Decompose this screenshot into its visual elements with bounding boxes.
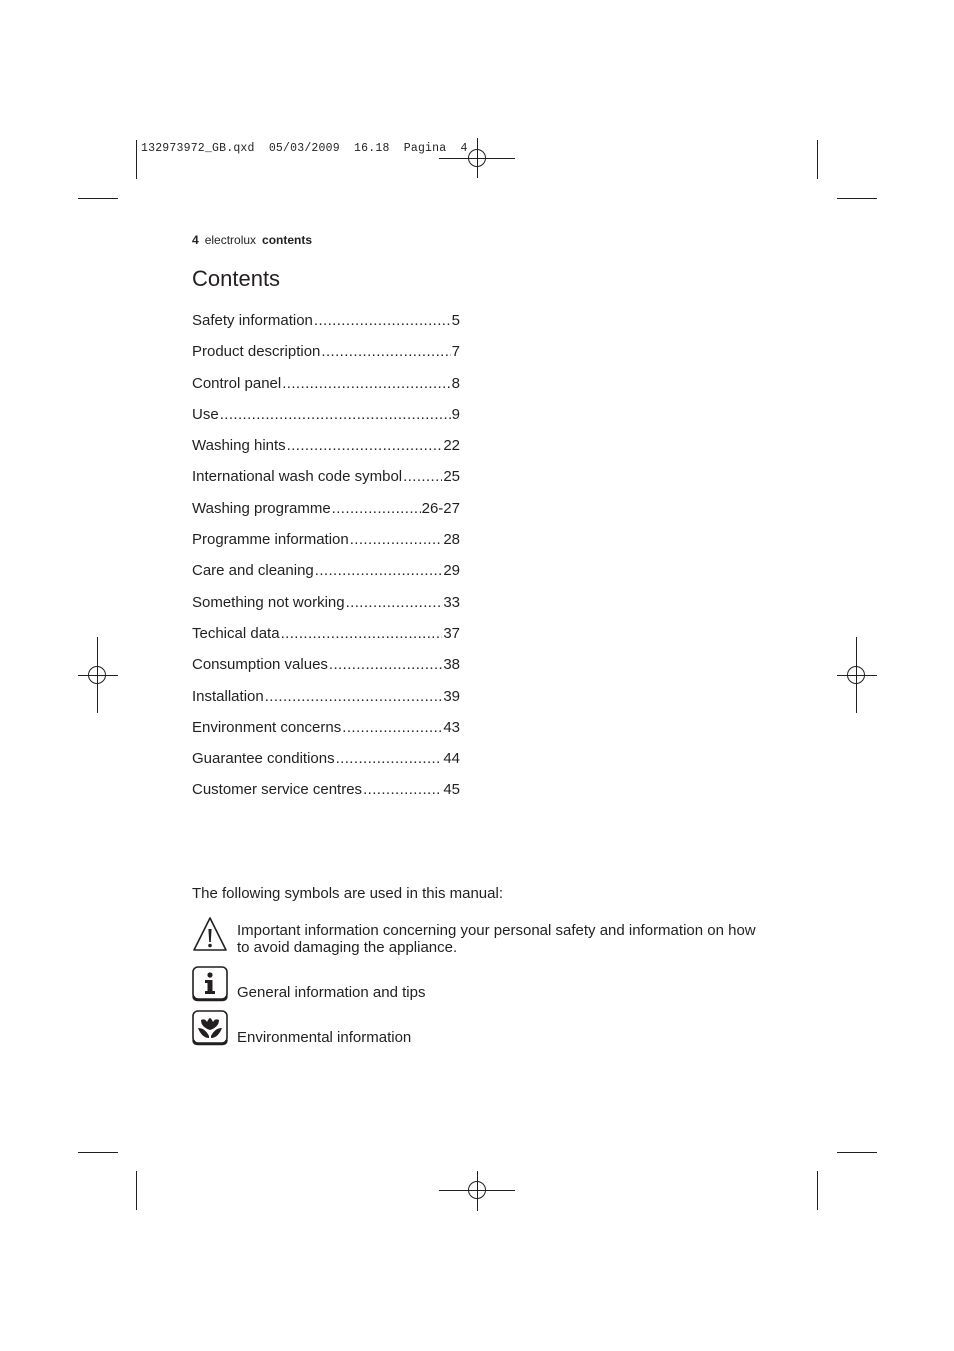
- page-title: Contents: [192, 266, 281, 291]
- toc-entry-label: Guarantee conditions: [192, 750, 335, 768]
- toc-entry-label: Safety information: [192, 312, 313, 329]
- table-of-contents: [192, 312, 460, 813]
- symbol-row-warning: [192, 916, 772, 956]
- toc-entry-label: Something not working: [192, 593, 345, 611]
- toc-entry[interactable]: [192, 406, 460, 437]
- toc-entry[interactable]: [192, 375, 460, 406]
- toc-leader-dots: [281, 625, 443, 642]
- print-slug: 132973972_GB.qxd 05/03/2009 16.18 Pagina 4: [141, 142, 468, 155]
- toc-entry-label: Environment concerns: [192, 718, 342, 736]
- toc-entry[interactable]: [192, 500, 460, 531]
- registration-circle: [847, 666, 865, 684]
- toc-leader-dots: [350, 531, 443, 548]
- toc-entry-label: International wash code symbol: [192, 468, 403, 486]
- toc-entry-page: 26-27: [421, 499, 460, 517]
- toc-entry-page: 22: [443, 437, 460, 455]
- toc-leader-dots: [220, 406, 451, 423]
- toc-leader-dots: [314, 312, 451, 329]
- toc-leader-dots: [282, 375, 450, 392]
- toc-entry[interactable]: [192, 468, 460, 499]
- toc-entry-page: 29: [443, 562, 460, 580]
- crop-mark: [136, 1171, 137, 1210]
- running-header: [192, 233, 312, 247]
- toc-entry[interactable]: [192, 594, 460, 625]
- environment-flower-icon: [192, 1010, 228, 1046]
- crop-mark: [837, 198, 877, 199]
- toc-entry-page: 37: [443, 624, 460, 642]
- toc-entry[interactable]: [192, 750, 460, 781]
- toc-entry-page: 43: [443, 718, 460, 736]
- toc-entry-label: Use: [192, 405, 219, 423]
- toc-entry-page: 7: [451, 343, 460, 361]
- crop-mark: [136, 140, 137, 179]
- toc-leader-dots: [336, 750, 443, 767]
- page-number: 4: [192, 233, 199, 247]
- registration-circle: [468, 1181, 486, 1199]
- toc-entry-label: Care and cleaning: [192, 562, 314, 580]
- toc-leader-dots: [403, 468, 442, 485]
- toc-entry[interactable]: [192, 688, 460, 719]
- toc-entry-label: Washing programme: [192, 499, 331, 517]
- toc-entry-label: Washing hints: [192, 437, 286, 455]
- toc-leader-dots: [346, 594, 443, 611]
- toc-leader-dots: [321, 343, 450, 360]
- toc-entry[interactable]: [192, 781, 460, 812]
- toc-leader-dots: [363, 781, 442, 798]
- crop-mark: [817, 1171, 818, 1210]
- toc-entry-page: 28: [443, 531, 460, 549]
- toc-leader-dots: [332, 500, 421, 517]
- toc-entry-page: 8: [451, 374, 460, 392]
- toc-entry-page: 38: [443, 656, 460, 674]
- toc-leader-dots: [287, 437, 443, 454]
- toc-entry-page: 5: [451, 312, 460, 329]
- toc-entry[interactable]: [192, 656, 460, 687]
- section-name: contents: [262, 233, 313, 247]
- crop-mark: [78, 1152, 118, 1153]
- symbols-intro: The following symbols are used in this manual:: [192, 885, 503, 902]
- toc-entry[interactable]: [192, 625, 460, 656]
- toc-entry[interactable]: [192, 343, 460, 374]
- toc-entry[interactable]: [192, 719, 460, 750]
- symbol-row-environment: [192, 1010, 772, 1050]
- warning-triangle-icon: [192, 916, 228, 952]
- toc-entry-page: 39: [443, 687, 460, 705]
- toc-entry-label: Customer service centres: [192, 781, 363, 799]
- info-icon: [192, 966, 228, 1002]
- symbol-row-info: [192, 966, 772, 1006]
- toc-leader-dots: [265, 688, 443, 705]
- toc-entry-page: 45: [443, 781, 460, 799]
- brand-name: electrolux: [204, 233, 257, 247]
- registration-circle: [88, 666, 106, 684]
- symbol-text: General information and tips: [237, 984, 426, 1001]
- toc-leader-dots: [342, 719, 442, 736]
- toc-entry[interactable]: [192, 312, 460, 343]
- symbol-text: Important information concerning your personal safety and information on how to avoid damaging the appliance.: [237, 922, 756, 956]
- toc-entry-page: 33: [443, 593, 460, 611]
- toc-entry[interactable]: [192, 562, 460, 593]
- toc-entry-label: Programme information: [192, 531, 349, 549]
- toc-leader-dots: [315, 562, 443, 579]
- toc-entry[interactable]: [192, 531, 460, 562]
- symbol-text: Environmental information: [237, 1029, 412, 1046]
- toc-entry-label: Control panel: [192, 374, 282, 392]
- toc-entry-page: 44: [443, 750, 460, 768]
- toc-entry-label: Installation: [192, 687, 264, 705]
- toc-entry-label: Consumption values: [192, 656, 328, 674]
- toc-entry[interactable]: [192, 437, 460, 468]
- toc-entry-label: Product description: [192, 343, 321, 361]
- toc-entry-label: Techical data: [192, 624, 280, 642]
- crop-mark: [78, 198, 118, 199]
- toc-leader-dots: [329, 656, 442, 673]
- toc-entry-page: 25: [443, 468, 460, 486]
- registration-circle: [468, 149, 486, 167]
- crop-mark: [837, 1152, 877, 1153]
- toc-entry-page: 9: [451, 405, 460, 423]
- crop-mark: [817, 140, 818, 179]
